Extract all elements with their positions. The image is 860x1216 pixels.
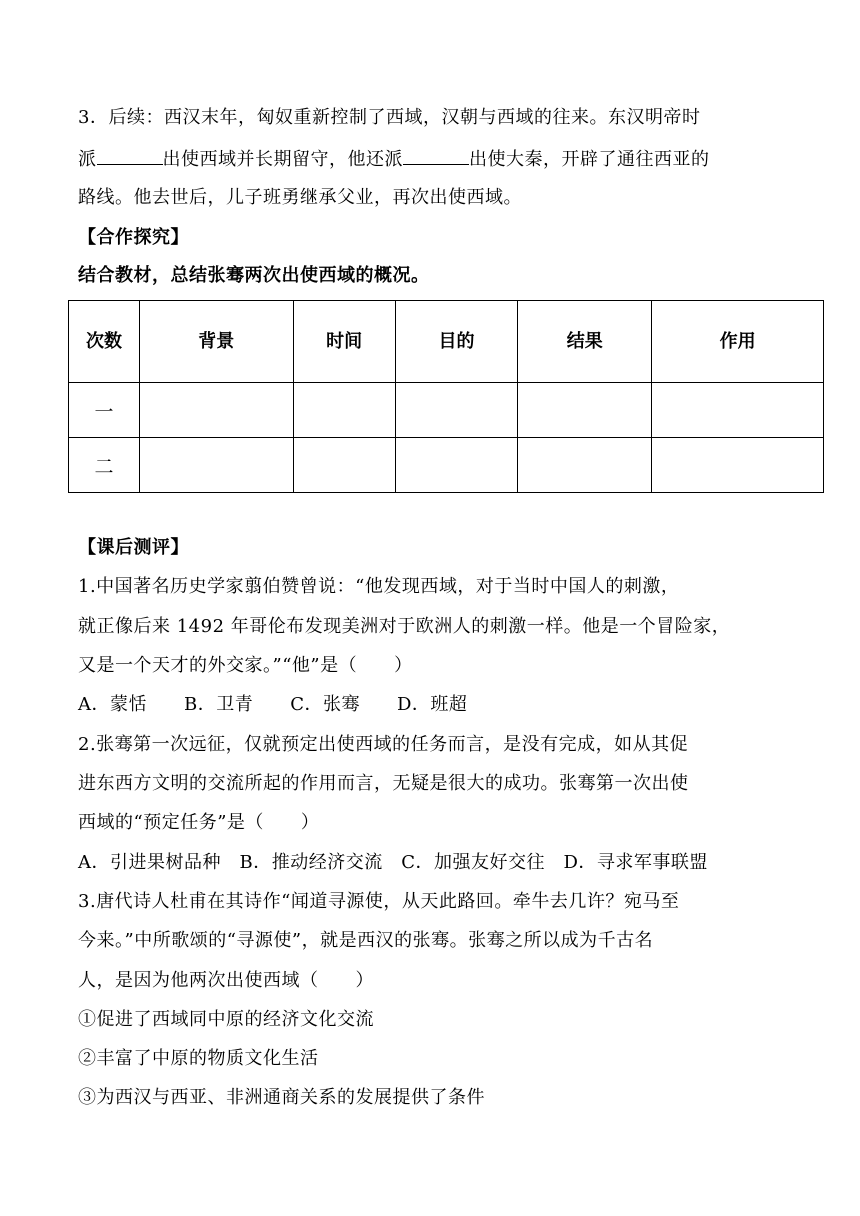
header-result: 结果: [518, 301, 652, 383]
summary-table: [68, 300, 824, 493]
q2-line-3: 西域的“预定任务”是（ ）: [78, 812, 320, 833]
table-cell[interactable]: [293, 438, 395, 493]
followup-line-1: 3．后续：西汉末年，匈奴重新控制了西域，汉朝与西域的往来。东汉明帝时: [78, 107, 701, 128]
table-cell[interactable]: [395, 438, 518, 493]
followup-line-2-middle: 出使西域并长期留守，他还派: [162, 149, 403, 170]
followup-line-3: 路线。他去世后，儿子班勇继承父业，再次出使西域。: [78, 187, 522, 208]
followup-line-2-start: 派: [78, 149, 97, 170]
q2-line-2: 进东西方文明的交流所起的作用而言，无疑是很大的成功。张骞第一次出使: [78, 773, 689, 794]
q3-item-1: ①促进了西域同中原的经济文化交流: [78, 1009, 374, 1030]
q3-item-2: ②丰富了中原的物质文化生活: [78, 1048, 319, 1069]
q3-line-3: 人，是因为他两次出使西域（ ）: [78, 970, 374, 991]
table-cell[interactable]: [518, 383, 652, 438]
table-row: [69, 438, 824, 493]
q3-line-1: 3.唐代诗人杜甫在其诗作“闻道寻源使，从天此路回。牵牛去几许？宛马至: [78, 891, 680, 912]
answer-blank-1[interactable]: [97, 146, 163, 165]
q1-line-1: 1.中国著名历史学家翦伯赞曾说：“他发现西域，对于当时中国人的刺激，: [78, 576, 680, 597]
header-count: 次数: [69, 301, 140, 383]
row-label: 二: [69, 438, 140, 493]
table-cell[interactable]: [652, 383, 824, 438]
table-cell[interactable]: [395, 383, 518, 438]
followup-line-2: [78, 146, 710, 172]
row-label: 一: [69, 383, 140, 438]
header-effect: 作用: [652, 301, 824, 383]
table-cell[interactable]: [518, 438, 652, 493]
q1-line-3: 又是一个天才的外交家。”“他”是（ ）: [78, 655, 413, 676]
table-cell[interactable]: [139, 438, 293, 493]
q1-options: A．蒙恬 B．卫青 C．张骞 D．班超: [78, 694, 468, 715]
q3-item-3: ③为西汉与西亚、非洲通商关系的发展提供了条件: [78, 1087, 485, 1108]
table-cell[interactable]: [652, 438, 824, 493]
q2-line-1: 2.张骞第一次远征，仅就预定出使西域的任务而言，是没有完成，如从其促: [78, 734, 689, 755]
coop-instruction: 结合教材，总结张骞两次出使西域的概况。: [78, 265, 430, 286]
test-heading: 【课后测评】: [78, 537, 189, 558]
table-header-row: [69, 301, 824, 383]
table-row: [69, 383, 824, 438]
followup-line-2-end: 出使大秦，开辟了通往西亚的: [469, 149, 710, 170]
answer-blank-2[interactable]: [403, 146, 469, 165]
header-background: 背景: [139, 301, 293, 383]
q2-options: A．引进果树品种 B．推动经济交流 C．加强友好交往 D．寻求军事联盟: [78, 852, 708, 873]
header-time: 时间: [293, 301, 395, 383]
coop-heading: 【合作探究】: [78, 227, 189, 248]
table-cell[interactable]: [139, 383, 293, 438]
table-cell[interactable]: [293, 383, 395, 438]
header-purpose: 目的: [395, 301, 518, 383]
q1-line-2: 就正像后来 1492 年哥伦布发现美洲对于欧洲人的刺激一样。他是一个冒险家，: [78, 616, 731, 637]
q3-line-2: 今来。”中所歌颂的“寻源使”，就是西汉的张骞。张骞之所以成为千古名: [78, 930, 654, 951]
